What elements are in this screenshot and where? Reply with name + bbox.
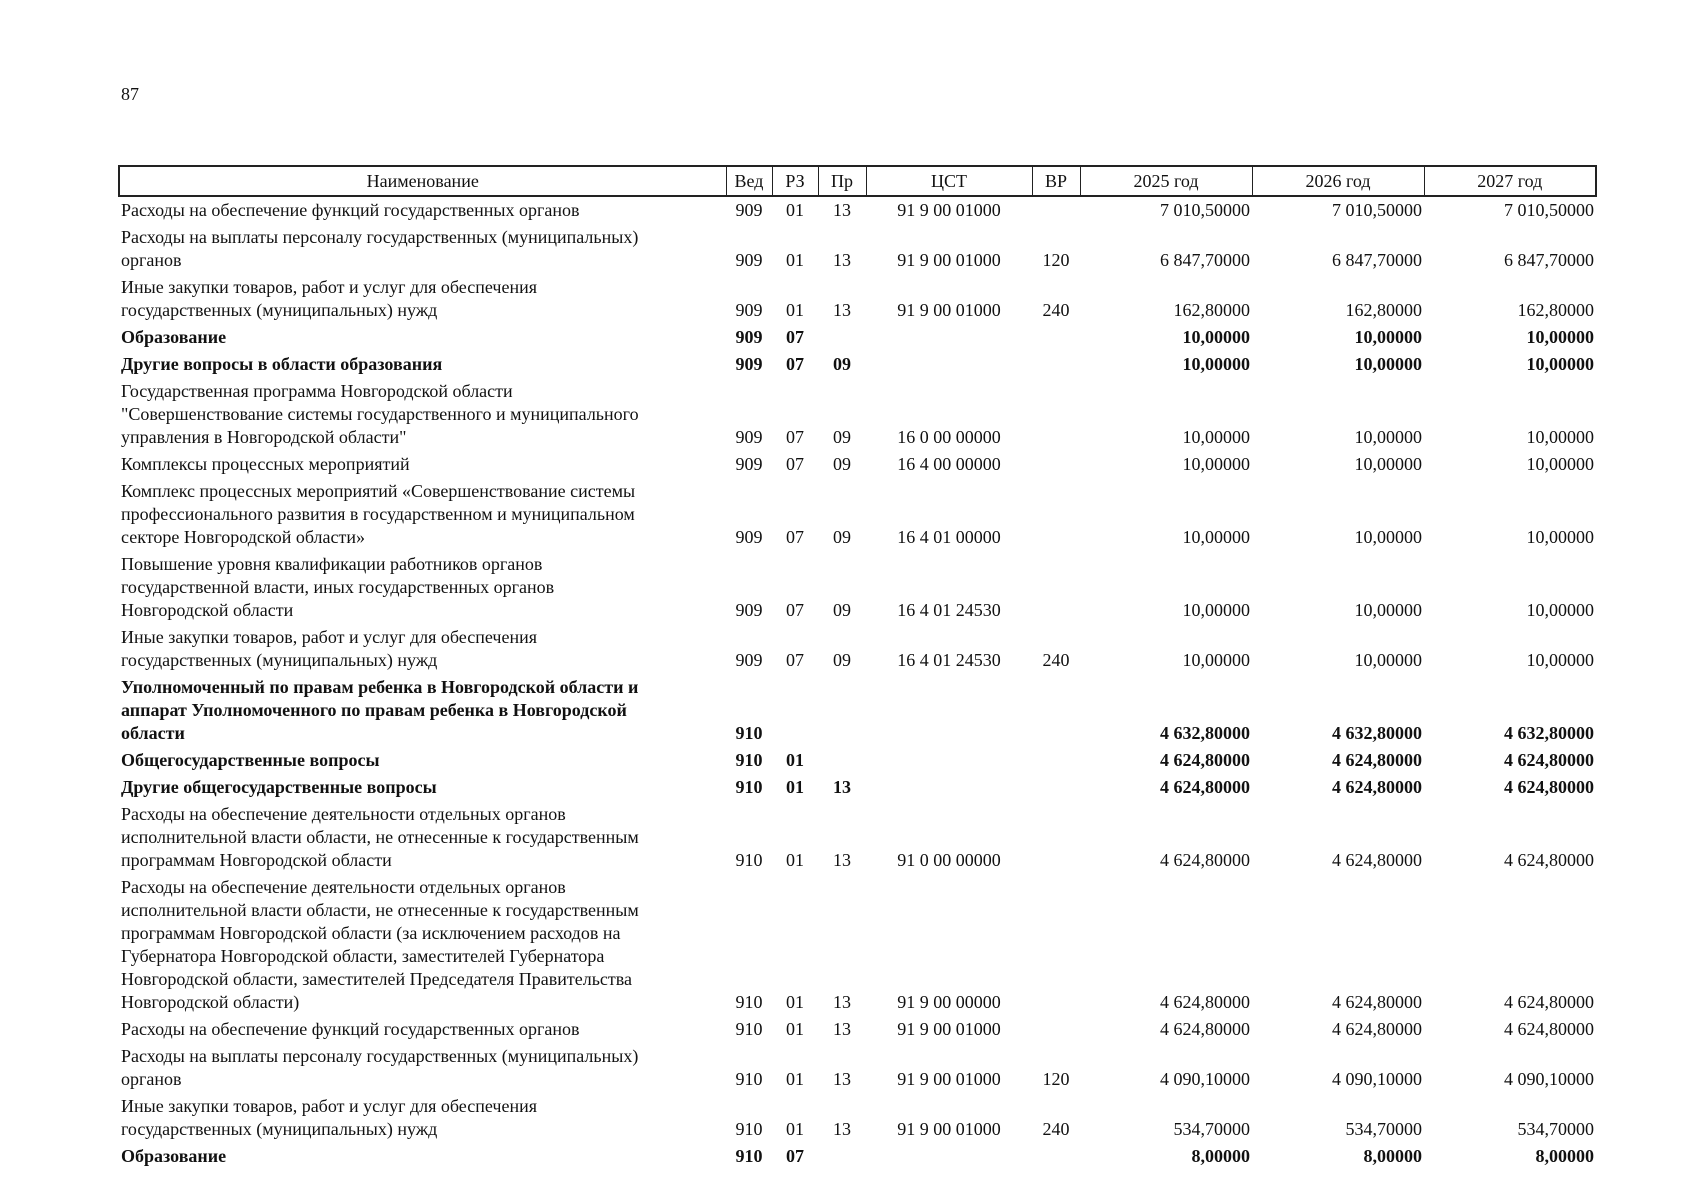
row-2025: 4 624,80000	[1160, 777, 1250, 797]
row-2026: 8,00000	[1363, 1146, 1422, 1166]
header-cst: ЦСТ	[866, 166, 1032, 196]
table-body	[119, 196, 1596, 1170]
row-rz: 01	[786, 250, 804, 270]
row-pr: 09	[833, 600, 851, 620]
table-header-row	[119, 166, 1596, 196]
row-name: Расходы на выплаты персоналу государственных (муниципальных) органов	[121, 227, 639, 270]
row-cst: 91 9 00 00000	[897, 992, 1001, 1012]
row-vr: 240	[1042, 1119, 1070, 1139]
table-row	[119, 1093, 1596, 1143]
row-vr	[1032, 747, 1080, 774]
row-2027: 4 624,80000	[1504, 1019, 1594, 1039]
row-2025: 4 624,80000	[1160, 992, 1250, 1012]
row-pr: 09	[833, 354, 851, 374]
row-pr: 09	[833, 650, 851, 670]
row-2025: 10,00000	[1182, 600, 1250, 620]
row-vr: 120	[1042, 250, 1070, 270]
row-cst	[866, 351, 1032, 378]
row-2027: 4 624,80000	[1504, 992, 1594, 1012]
row-name: Комплекс процессных мероприятий «Совершенствование системы профессионального развития в государственном и муниципальном секторе Новгородской области»	[121, 481, 636, 547]
row-2025: 10,00000	[1182, 327, 1250, 347]
row-ved: 909	[735, 327, 763, 347]
header-rz: РЗ	[772, 166, 818, 196]
table-row	[119, 224, 1596, 274]
row-pr	[818, 747, 866, 774]
row-vr	[1032, 1016, 1080, 1043]
row-2027: 7 010,50000	[1504, 200, 1594, 220]
row-cst	[866, 674, 1032, 747]
row-pr: 13	[833, 777, 851, 797]
row-ved: 910	[735, 1146, 763, 1166]
row-2026: 10,00000	[1354, 327, 1422, 347]
page-number: 87	[121, 84, 139, 104]
row-2025: 6 847,70000	[1160, 250, 1250, 270]
row-pr: 13	[833, 1019, 851, 1039]
row-ved: 910	[735, 1019, 763, 1039]
row-vr	[1032, 551, 1080, 624]
table-row	[119, 451, 1596, 478]
header-2025: 2025 год	[1080, 166, 1252, 196]
row-ved: 909	[735, 250, 763, 270]
row-name: Расходы на обеспечение функций государственных органов	[121, 200, 580, 220]
row-2027: 10,00000	[1526, 427, 1594, 447]
row-2025: 7 010,50000	[1160, 200, 1250, 220]
row-2025: 10,00000	[1182, 354, 1250, 374]
row-2027: 4 632,80000	[1504, 723, 1594, 743]
row-2027: 162,80000	[1517, 300, 1594, 320]
table-row	[119, 1143, 1596, 1170]
row-2027: 10,00000	[1526, 454, 1594, 474]
header-pr: Пр	[818, 166, 866, 196]
row-pr: 13	[833, 250, 851, 270]
row-2025: 4 632,80000	[1160, 723, 1250, 743]
row-vr	[1032, 1143, 1080, 1170]
row-rz: 01	[786, 850, 804, 870]
row-pr	[818, 1143, 866, 1170]
row-ved: 909	[735, 300, 763, 320]
row-2025: 10,00000	[1182, 454, 1250, 474]
row-cst: 16 4 01 24530	[897, 650, 1001, 670]
row-2025: 10,00000	[1182, 527, 1250, 547]
row-pr: 09	[833, 454, 851, 474]
row-vr	[1032, 451, 1080, 478]
table-row	[119, 378, 1596, 451]
row-2025: 4 624,80000	[1160, 750, 1250, 770]
row-2026: 4 624,80000	[1332, 750, 1422, 770]
row-2026: 6 847,70000	[1332, 250, 1422, 270]
row-cst: 91 0 00 00000	[897, 850, 1001, 870]
row-name: Иные закупки товаров, работ и услуг для обеспечения государственных (муниципальных) нужд	[121, 1096, 537, 1139]
row-ved: 909	[735, 454, 763, 474]
row-2025: 4 090,10000	[1160, 1069, 1250, 1089]
row-rz: 01	[786, 1019, 804, 1039]
row-ved: 910	[735, 723, 763, 743]
row-cst	[866, 774, 1032, 801]
row-2027: 10,00000	[1526, 327, 1594, 347]
row-2026: 4 624,80000	[1332, 992, 1422, 1012]
row-rz: 07	[786, 354, 804, 374]
row-rz: 07	[786, 427, 804, 447]
row-vr	[1032, 324, 1080, 351]
row-name: Расходы на выплаты персоналу государственных (муниципальных) органов	[121, 1046, 639, 1089]
row-2026: 10,00000	[1354, 427, 1422, 447]
row-2025: 534,70000	[1173, 1119, 1250, 1139]
row-ved: 909	[735, 427, 763, 447]
row-vr	[1032, 196, 1080, 224]
row-rz: 07	[786, 600, 804, 620]
table-row	[119, 1043, 1596, 1093]
row-2025: 162,80000	[1173, 300, 1250, 320]
row-ved: 909	[735, 354, 763, 374]
row-2026: 4 624,80000	[1332, 1019, 1422, 1039]
row-rz: 07	[786, 527, 804, 547]
row-name: Другие вопросы в области образования	[121, 354, 443, 374]
row-2026: 10,00000	[1354, 600, 1422, 620]
row-vr	[1032, 351, 1080, 378]
row-ved: 909	[735, 527, 763, 547]
row-rz: 01	[786, 1069, 804, 1089]
row-vr	[1032, 874, 1080, 1016]
row-cst: 91 9 00 01000	[897, 300, 1001, 320]
table-row	[119, 874, 1596, 1016]
row-cst: 91 9 00 01000	[897, 1119, 1001, 1139]
row-2027: 4 090,10000	[1504, 1069, 1594, 1089]
table-row	[119, 1016, 1596, 1043]
row-ved: 910	[735, 992, 763, 1012]
table-row	[119, 324, 1596, 351]
row-cst	[866, 1143, 1032, 1170]
row-pr: 13	[833, 300, 851, 320]
row-name: Расходы на обеспечение функций государственных органов	[121, 1019, 580, 1039]
header-2027: 2027 год	[1424, 166, 1596, 196]
row-2025: 4 624,80000	[1160, 1019, 1250, 1039]
row-ved: 910	[735, 1069, 763, 1089]
row-2026: 4 090,10000	[1332, 1069, 1422, 1089]
row-pr: 13	[833, 1069, 851, 1089]
row-2027: 6 847,70000	[1504, 250, 1594, 270]
row-rz: 01	[786, 200, 804, 220]
row-pr: 09	[833, 527, 851, 547]
row-pr: 09	[833, 427, 851, 447]
row-pr	[818, 324, 866, 351]
row-rz: 01	[786, 1119, 804, 1139]
row-name: Комплексы процессных мероприятий	[121, 454, 410, 474]
row-name: Повышение уровня квалификации работников органов государственной власти, иных государственных органов Новгородской области	[121, 554, 555, 620]
row-2026: 4 632,80000	[1332, 723, 1422, 743]
row-name: Общегосударственные вопросы	[121, 750, 380, 770]
row-2027: 10,00000	[1526, 650, 1594, 670]
row-rz: 01	[786, 777, 804, 797]
row-rz: 01	[786, 300, 804, 320]
row-2026: 4 624,80000	[1332, 777, 1422, 797]
row-2026: 10,00000	[1354, 527, 1422, 547]
row-name: Иные закупки товаров, работ и услуг для обеспечения государственных (муниципальных) нужд	[121, 627, 537, 670]
row-name: Образование	[121, 327, 227, 347]
row-2026: 10,00000	[1354, 454, 1422, 474]
header-name: Наименование	[119, 166, 726, 196]
row-2026: 10,00000	[1354, 650, 1422, 670]
row-name: Иные закупки товаров, работ и услуг для обеспечения государственных (муниципальных) нужд	[121, 277, 537, 320]
row-rz: 07	[786, 1146, 804, 1166]
row-vr	[1032, 478, 1080, 551]
row-pr	[818, 674, 866, 747]
row-2026: 7 010,50000	[1332, 200, 1422, 220]
row-2025: 8,00000	[1191, 1146, 1250, 1166]
row-pr: 13	[833, 1119, 851, 1139]
row-cst: 16 4 01 24530	[897, 600, 1001, 620]
row-pr: 13	[833, 850, 851, 870]
row-name: Расходы на обеспечение деятельности отдельных органов исполнительной власти области, не отнесенные к государственным программам Новгородской области	[121, 804, 639, 870]
row-name: Расходы на обеспечение деятельности отдельных органов исполнительной власти области, не отнесенные к государственным программам Новгородской области (за исключением расходов на Губернатора Новгородской области, заместителей Губернатора Новгородской области, заместителей Председателя Правительства Новгородской области)	[121, 877, 639, 1012]
budget-table	[118, 165, 1597, 1170]
row-cst	[866, 747, 1032, 774]
row-2027: 4 624,80000	[1504, 850, 1594, 870]
row-name: Государственная программа Новгородской области "Совершенствование системы государственного и муниципального управления в Новгородской области"	[121, 381, 639, 447]
row-cst: 16 4 00 00000	[897, 454, 1001, 474]
table-row	[119, 624, 1596, 674]
table-row	[119, 774, 1596, 801]
row-name: Уполномоченный по правам ребенка в Новгородской области и аппарат Уполномоченного по правам ребенка в Новгородской области	[121, 677, 639, 743]
row-vr: 240	[1042, 300, 1070, 320]
row-2027: 8,00000	[1535, 1146, 1594, 1166]
row-cst: 16 4 01 00000	[897, 527, 1001, 547]
row-2026: 534,70000	[1345, 1119, 1422, 1139]
row-vr: 120	[1042, 1069, 1070, 1089]
table-row	[119, 801, 1596, 874]
row-rz: 07	[786, 327, 804, 347]
row-2025: 10,00000	[1182, 427, 1250, 447]
row-rz: 01	[786, 750, 804, 770]
row-vr	[1032, 774, 1080, 801]
row-ved: 910	[735, 850, 763, 870]
row-2026: 4 624,80000	[1332, 850, 1422, 870]
row-pr: 13	[833, 200, 851, 220]
header-2026: 2026 год	[1252, 166, 1424, 196]
row-rz: 01	[786, 992, 804, 1012]
row-name: Образование	[121, 1146, 227, 1166]
row-ved: 910	[735, 1119, 763, 1139]
table-row	[119, 674, 1596, 747]
row-ved: 909	[735, 600, 763, 620]
row-2027: 10,00000	[1526, 527, 1594, 547]
table-row	[119, 478, 1596, 551]
row-2027: 534,70000	[1517, 1119, 1594, 1139]
row-vr	[1032, 378, 1080, 451]
row-cst: 91 9 00 01000	[897, 1019, 1001, 1039]
row-cst	[866, 324, 1032, 351]
header-vr: ВР	[1032, 166, 1080, 196]
row-ved: 910	[735, 750, 763, 770]
row-2027: 4 624,80000	[1504, 777, 1594, 797]
row-2025: 4 624,80000	[1160, 850, 1250, 870]
row-vr: 240	[1042, 650, 1070, 670]
row-2027: 10,00000	[1526, 354, 1594, 374]
row-rz	[772, 674, 818, 747]
row-rz: 07	[786, 454, 804, 474]
row-2026: 162,80000	[1345, 300, 1422, 320]
table-row	[119, 274, 1596, 324]
row-2025: 10,00000	[1182, 650, 1250, 670]
table-row	[119, 551, 1596, 624]
table-row	[119, 351, 1596, 378]
table-row	[119, 747, 1596, 774]
row-cst: 91 9 00 01000	[897, 1069, 1001, 1089]
row-2027: 10,00000	[1526, 600, 1594, 620]
row-cst: 91 9 00 01000	[897, 250, 1001, 270]
row-pr: 13	[833, 992, 851, 1012]
row-ved: 910	[735, 777, 763, 797]
row-vr	[1032, 801, 1080, 874]
row-cst: 91 9 00 01000	[897, 200, 1001, 220]
row-rz: 07	[786, 650, 804, 670]
row-cst: 16 0 00 00000	[897, 427, 1001, 447]
row-vr	[1032, 674, 1080, 747]
row-ved: 909	[735, 650, 763, 670]
row-2026: 10,00000	[1354, 354, 1422, 374]
table-row	[119, 196, 1596, 224]
row-name: Другие общегосударственные вопросы	[121, 777, 437, 797]
row-2027: 4 624,80000	[1504, 750, 1594, 770]
header-ved: Вед	[726, 166, 772, 196]
row-ved: 909	[735, 200, 763, 220]
